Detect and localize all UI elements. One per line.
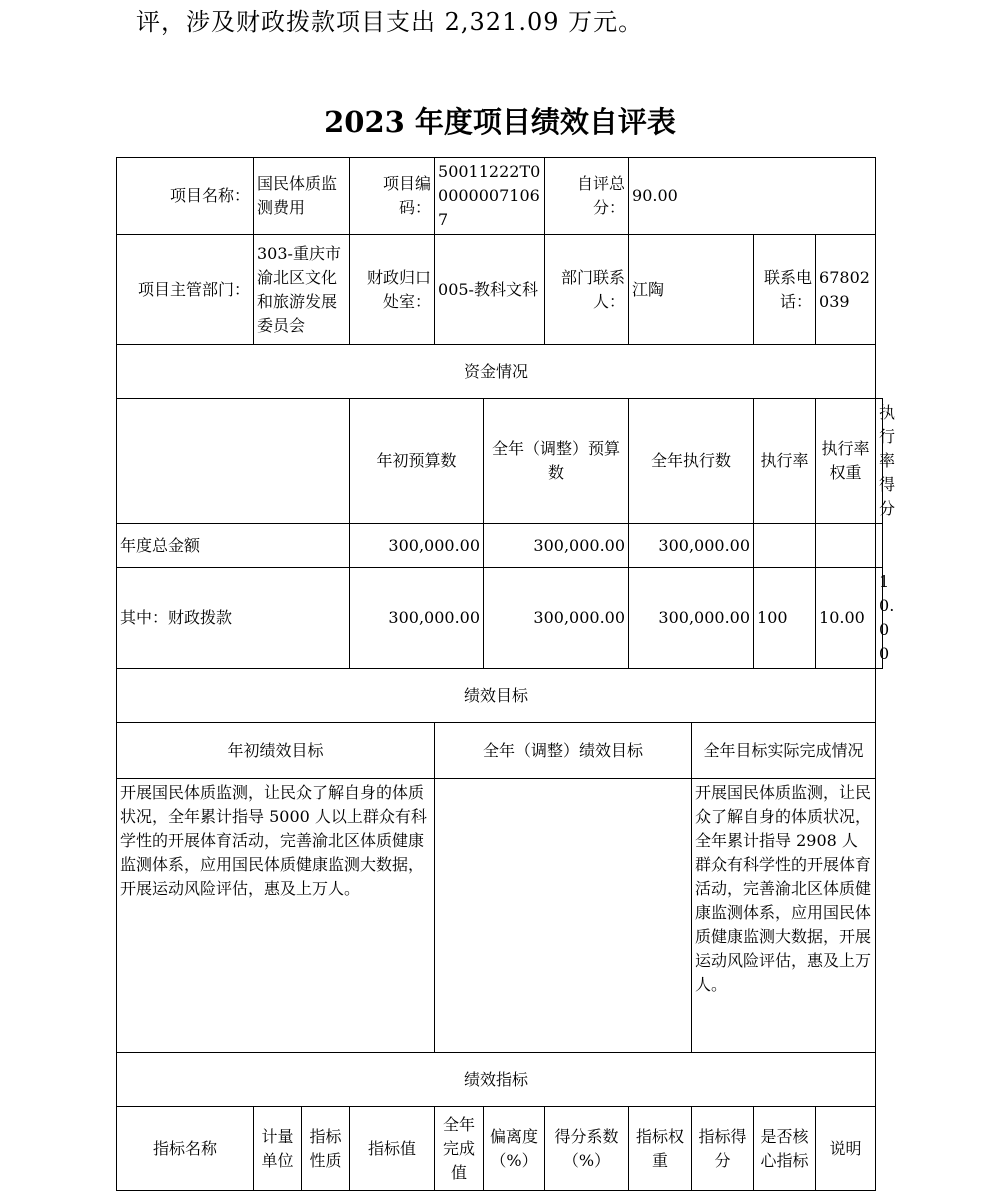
indicator-col-nature: 指标性质 (302, 1107, 350, 1191)
funds-col-rate: 执行率 (754, 399, 816, 524)
funds-initial-value: 300,000.00 (350, 568, 484, 669)
indicator-col-unit: 计量单位 (254, 1107, 302, 1191)
goals-section-title: 绩效目标 (117, 669, 876, 723)
project-code-label: 项目编码： (350, 158, 435, 235)
funds-col-score: 执行率得分 (876, 399, 883, 524)
funds-col-weight: 执行率权重 (816, 399, 876, 524)
table-row (117, 1053, 883, 1107)
funds-row-label: 年度总金额 (117, 524, 350, 568)
funds-rate-value: 100 (754, 568, 816, 669)
project-name-label: 项目名称： (117, 158, 254, 235)
indicator-col-weight: 指标权重 (629, 1107, 692, 1191)
funds-col-adjusted: 全年（调整）预算数 (484, 399, 629, 524)
project-name-value: 国民体质监测费用 (254, 158, 350, 235)
table-row (117, 1107, 883, 1191)
indicator-col-deviation: 偏离度（%） (484, 1107, 545, 1191)
table-row (117, 669, 883, 723)
funds-executed-value: 300,000.00 (629, 524, 754, 568)
table-row (117, 158, 883, 235)
table-row (117, 235, 883, 345)
self-score-label: 自评总分： (545, 158, 629, 235)
table-row (117, 779, 883, 1053)
contact-label: 部门联系人： (545, 235, 629, 345)
self-score-value: 90.00 (629, 158, 876, 235)
funds-score-value (876, 524, 883, 568)
funds-initial-value: 300,000.00 (350, 524, 484, 568)
funds-corner-cell (117, 399, 350, 524)
table-row (117, 568, 883, 669)
phone-label: 联系电话： (754, 235, 816, 345)
funds-col-initial: 年初预算数 (350, 399, 484, 524)
indicator-col-score: 指标得分 (692, 1107, 754, 1191)
funds-weight-value (816, 524, 876, 568)
indicator-col-core: 是否核心指标 (754, 1107, 816, 1191)
indicators-section-title: 绩效指标 (117, 1053, 876, 1107)
intro-paragraph: 评，涉及财政拨款项目支出 2,321.09 万元。 (136, 8, 644, 36)
contact-value: 江陶 (629, 235, 754, 345)
indicator-col-coefficient: 得分系数（%） (545, 1107, 629, 1191)
table-row (117, 524, 883, 568)
indicator-col-value: 指标值 (350, 1107, 435, 1191)
funds-col-executed: 全年执行数 (629, 399, 754, 524)
dept-label: 项目主管部门： (117, 235, 254, 345)
project-code-value: 50011222T000000071067 (435, 158, 545, 235)
goals-initial-text: 开展国民体质监测，让民众了解自身的体质状况，全年累计指导 5000 人以上群众有科学性的开展体育活动，完善渝北区体质健康监测体系，应用国民体质健康监测大数据，开展运动风险评估，惠及上万人。 (117, 779, 435, 1053)
funds-executed-value: 300,000.00 (629, 568, 754, 669)
funds-row-label: 其中：财政拨款 (117, 568, 350, 669)
funds-rate-value (754, 524, 816, 568)
indicator-col-note: 说明 (816, 1107, 876, 1191)
funds-adjusted-value: 300,000.00 (484, 568, 629, 669)
funds-adjusted-value: 300,000.00 (484, 524, 629, 568)
goals-col-adjusted: 全年（调整）绩效目标 (435, 723, 692, 779)
performance-table (116, 157, 896, 1191)
goals-adjusted-text (435, 779, 692, 1053)
funds-weight-value: 10.00 (816, 568, 876, 669)
table-row (117, 723, 883, 779)
table-row (117, 345, 883, 399)
dept-value: 303-重庆市渝北区文化和旅游发展委员会 (254, 235, 350, 345)
indicator-col-name: 指标名称 (117, 1107, 254, 1191)
goals-col-actual: 全年目标实际完成情况 (692, 723, 876, 779)
goals-col-initial: 年初绩效目标 (117, 723, 435, 779)
table-row (117, 399, 883, 524)
indicator-col-completed: 全年完成值 (435, 1107, 484, 1191)
phone-value: 67802039 (816, 235, 876, 345)
document-title: 2023 年度项目绩效自评表 (324, 105, 676, 139)
finance-office-value: 005-教科文科 (435, 235, 545, 345)
funds-section-title: 资金情况 (117, 345, 876, 399)
funds-score-value: 10.00 (876, 568, 883, 669)
goals-actual-text: 开展国民体质监测，让民众了解自身的体质状况，全年累计指导 2908 人群众有科学性的开展体育活动，完善渝北区体质健康监测体系，应用国民体质健康监测大数据，开展运动风险评估，惠及上万人。 (692, 779, 876, 1053)
finance-office-label: 财政归口处室： (350, 235, 435, 345)
